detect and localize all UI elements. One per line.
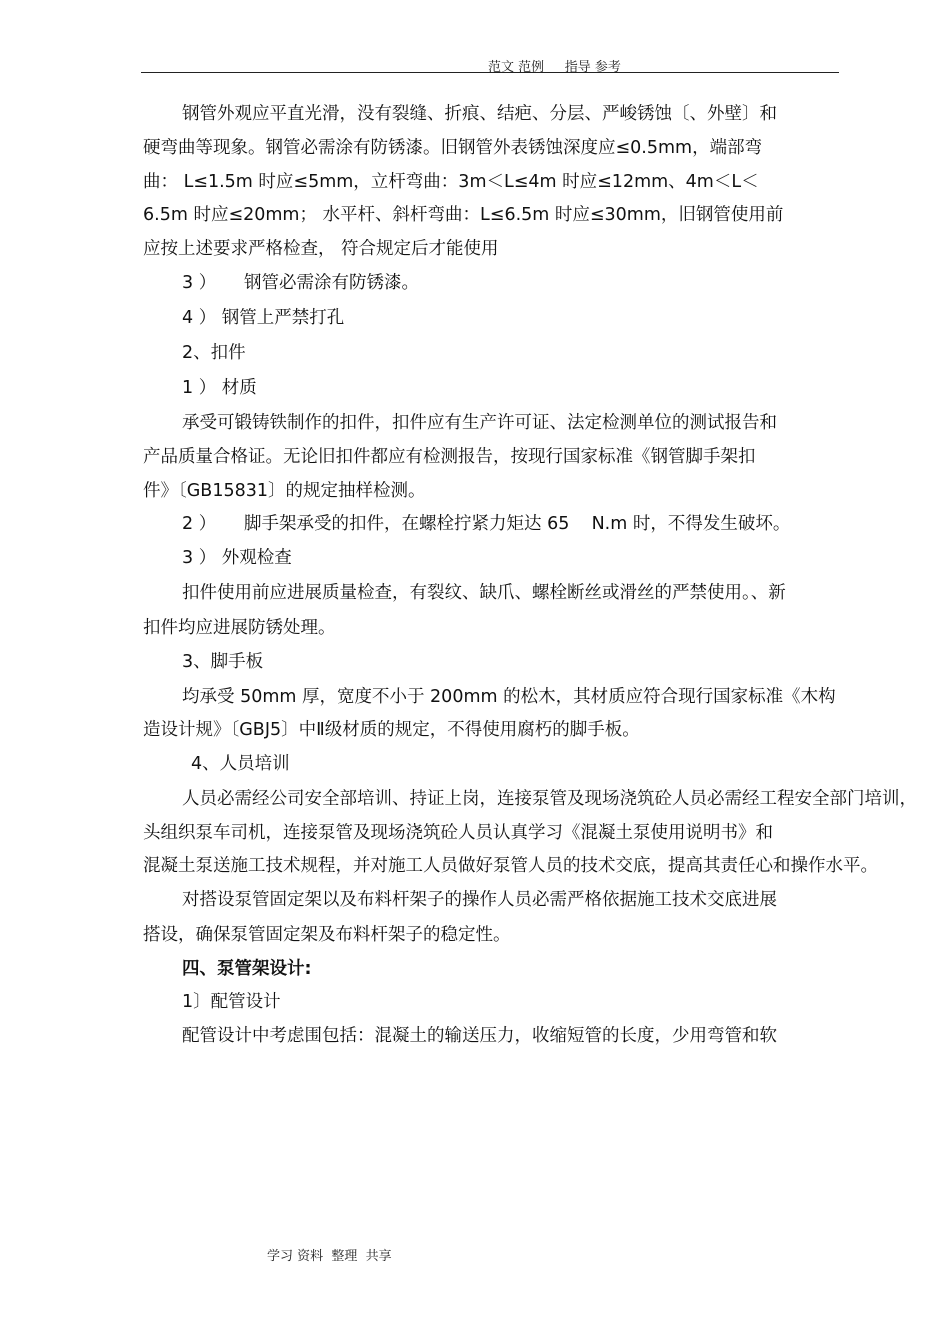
paragraph-line: 均承受 50mm 厚，宽度不小于 200mm 的松木，其材质应符合现行国家标准《木构 [182,687,836,707]
list-item: 4 ） 钢管上严禁打孔 [182,308,345,328]
paragraph-line: 头组织泵车司机，连接泵管及现场浇筑砼人员认真学习《混凝土泵使用说明书》和 [143,823,773,843]
section-heading: 2、扣件 [182,343,246,363]
list-item: 2 ） 脚手架承受的扣件，在螺栓拧紧力矩达 65 N.m 时，不得发生破坏。 [182,514,791,534]
paragraph-line: 硬弯曲等现象。钢管必需涂有防锈漆。旧钢管外表锈蚀深度应≤0.5mm，端部弯 [143,138,763,158]
paragraph-line: 造设计规》〔GBJ5〕中Ⅱ级材质的规定，不得使用腐朽的脚手板。 [143,720,640,740]
list-item: 1 ） 材质 [182,378,257,398]
paragraph-line: 产品质量合格证。无论旧扣件都应有检测报告，按现行国家标准《钢管脚手架扣 [143,447,756,467]
paragraph-line: 承受可锻铸铁制作的扣件，扣件应有生产许可证、法定检测单位的测试报告和 [182,413,777,433]
chapter-heading: 四、泵管架设计: [182,959,312,979]
page-header: 范文 范例 指导 参考 [488,60,621,75]
page-footer: 学习 资料 整理 共享 [267,1249,392,1264]
paragraph-line: 混凝土泵送施工技术规程，并对施工人员做好泵管人员的技术交底，提高其责任心和操作水平。 [143,856,878,876]
paragraph-line: 对搭设泵管固定架以及布料杆架子的操作人员必需严格依据施工技术交底进展 [182,890,777,910]
paragraph-line: 曲： L≤1.5m 时应≤5mm，立杆弯曲：3m＜L≤4m 时应≤12mm、4m＜L＜ [143,172,759,192]
list-item: 3 ） 钢管必需涂有防锈漆。 [182,273,420,293]
paragraph-line: 应按上述要求严格检查， 符合规定后才能使用 [143,239,499,259]
paragraph-line: 件》〔GB15831〕的规定抽样检测。 [143,481,426,501]
paragraph-line: 搭设，确保泵管固定架及布料杆架子的稳定性。 [143,925,511,945]
section-heading: 4、人员培训 [191,754,290,774]
section-heading: 3、脚手板 [182,652,264,672]
list-item: 3 ） 外观检查 [182,548,292,568]
paragraph-line: 钢管外观应平直光滑，没有裂缝、折痕、结疤、分层、严峻锈蚀〔、外壁〕和 [182,104,777,124]
paragraph-line: 扣件均应进展防锈处理。 [143,618,336,638]
paragraph-line: 配管设计中考虑围包括：混凝土的输送压力，收缩短管的长度，少用弯管和软 [182,1026,777,1046]
paragraph-line: 人员必需经公司安全部培训、持证上岗，连接泵管及现场浇筑砼人员必需经工程安全部门培训， [182,789,917,809]
paragraph-line: 扣件使用前应进展质量检查，有裂纹、缺爪、螺栓断丝或滑丝的严禁使用。、新 [182,583,786,603]
header-divider [141,72,839,73]
list-item: 1〕配管设计 [182,992,281,1012]
paragraph-line: 6.5m 时应≤20mm； 水平杆、斜杆弯曲：L≤6.5m 时应≤30mm，旧钢管使用前 [143,205,784,225]
